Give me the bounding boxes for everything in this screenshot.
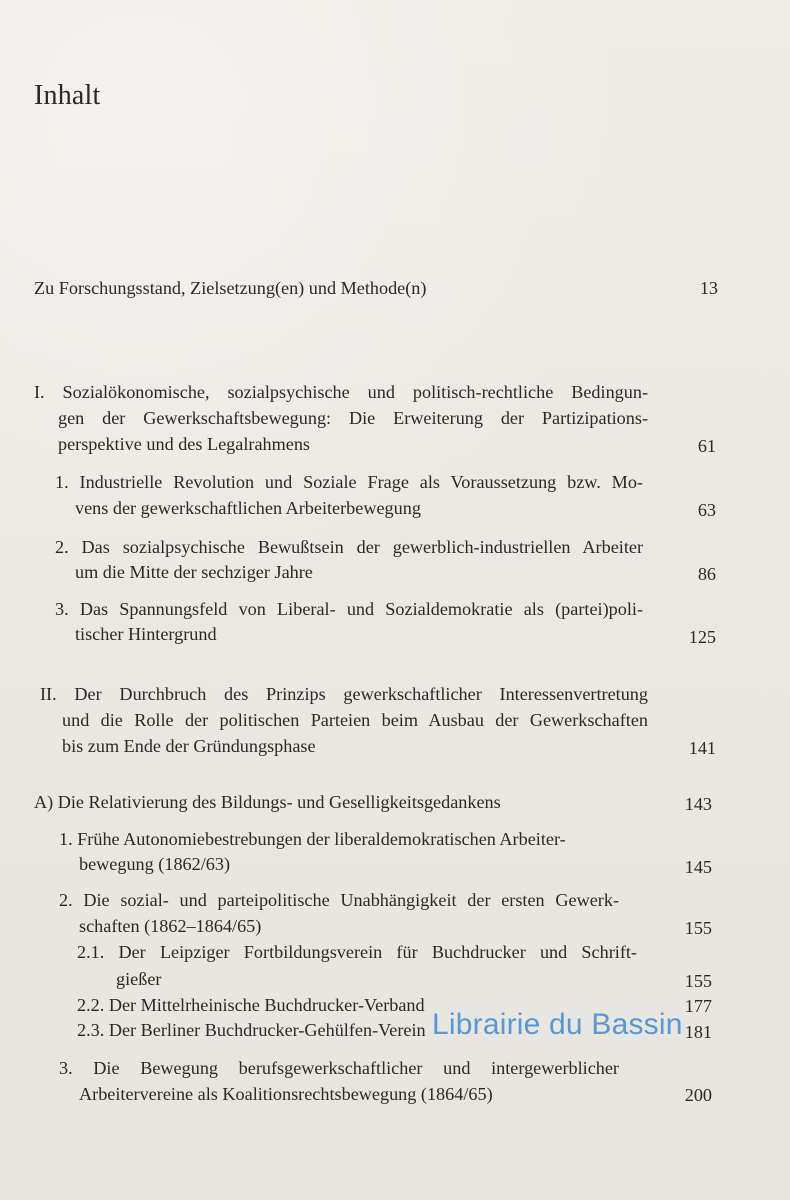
toc-page-a2: 155 [684,918,712,938]
toc-entry-a2-line-1: 2. Die sozial- und parteipolitische Unabhängigkeit der ersten Gewerk- [59,890,619,910]
toc-entry-a2-2-line-1: 2.2. Der Mittelrheinische Buchdrucker-Verband [77,995,425,1015]
watermark-text: Librairie du Bassin [432,1008,683,1041]
toc-page-a2-1: 155 [684,971,712,991]
toc-page-a1: 145 [684,857,712,877]
toc-entry-a1-line-1: 1. Frühe Autonomiebestrebungen der liberaldemokratischen Arbeiter- [59,829,566,849]
toc-entry-p1-1-line-2: vens der gewerkschaftlichen Arbeiterbewegung [75,498,421,518]
toc-page-a2-3: 181 [684,1022,712,1042]
toc-entry-part2-line-2: und die Rolle der politischen Parteien beim Ausbau der Gewerkschaften [62,710,648,730]
toc-entry-a3-line-1: 3. Die Bewegung berufsgewerkschaftlicher und intergewerblicher [59,1058,619,1078]
toc-entry-p1-1-line-1: 1. Industrielle Revolution und Soziale Frage als Voraussetzung bzw. Mo- [55,472,643,492]
toc-entry-part2-line-3: bis zum Ende der Gründungsphase [62,736,316,756]
toc-entry-forschung-line-1: Zu Forschungsstand, Zielsetzung(en) und Methode(n) [34,278,427,298]
toc-page-p1-3: 125 [688,627,716,647]
toc-entry-p1-2-line-1: 2. Das sozialpsychische Bewußtsein der gewerblich-industriellen Arbeiter [55,537,643,557]
toc-entry-part2-line-1: II. Der Durchbruch des Prinzips gewerkschaftlicher Interessenvertretung [40,684,648,704]
toc-entry-partA-line-1: A) Die Relativierung des Bildungs- und Geselligkeitsgedankens [34,792,501,812]
toc-entry-a2-3-line-1: 2.3. Der Berliner Buchdrucker-Gehülfen-Verein [77,1020,426,1040]
toc-entry-part1-line-3: perspektive und des Legalrahmens [58,434,311,454]
toc-page-part1: 61 [697,436,716,456]
toc-entry-a3-line-2: Arbeitervereine als Koalitionsrechtsbewegung (1864/65) [79,1084,493,1104]
toc-entry-part1-line-2: gen der Gewerkschaftsbewegung: Die Erweiterung der Partizipations- [58,408,648,428]
toc-entry-part1-line-1: I. Sozialökonomische, sozialpsychische und politisch-rechtliche Bedingun- [34,382,648,402]
toc-entry-p1-3-line-2: tischer Hintergrund [75,624,217,644]
toc-page-a3: 200 [684,1085,712,1105]
page-title: Inhalt [34,80,101,111]
toc-page-partA: 143 [684,794,712,814]
toc-page-a2-2: 177 [684,996,712,1016]
toc-entry-a2-line-2: schaften (1862–1864/65) [79,916,262,936]
toc-page-p1-2: 86 [697,564,716,584]
toc-page-forschung: 13 [699,278,718,298]
toc-entry-a2-1-line-2: gießer [116,969,162,989]
toc-page-p1-1: 63 [697,500,716,520]
toc-entry-p1-3-line-1: 3. Das Spannungsfeld von Liberal- und Sozialdemokratie als (partei)poli- [55,599,643,619]
toc-entry-a2-1-line-1: 2.1. Der Leipziger Fortbildungsverein für Buchdrucker und Schrift- [77,942,637,962]
toc-page-part2: 141 [688,738,716,758]
toc-entry-p1-2-line-2: um die Mitte der sechziger Jahre [75,562,313,582]
toc-entry-a1-line-2: bewegung (1862/63) [79,854,231,874]
